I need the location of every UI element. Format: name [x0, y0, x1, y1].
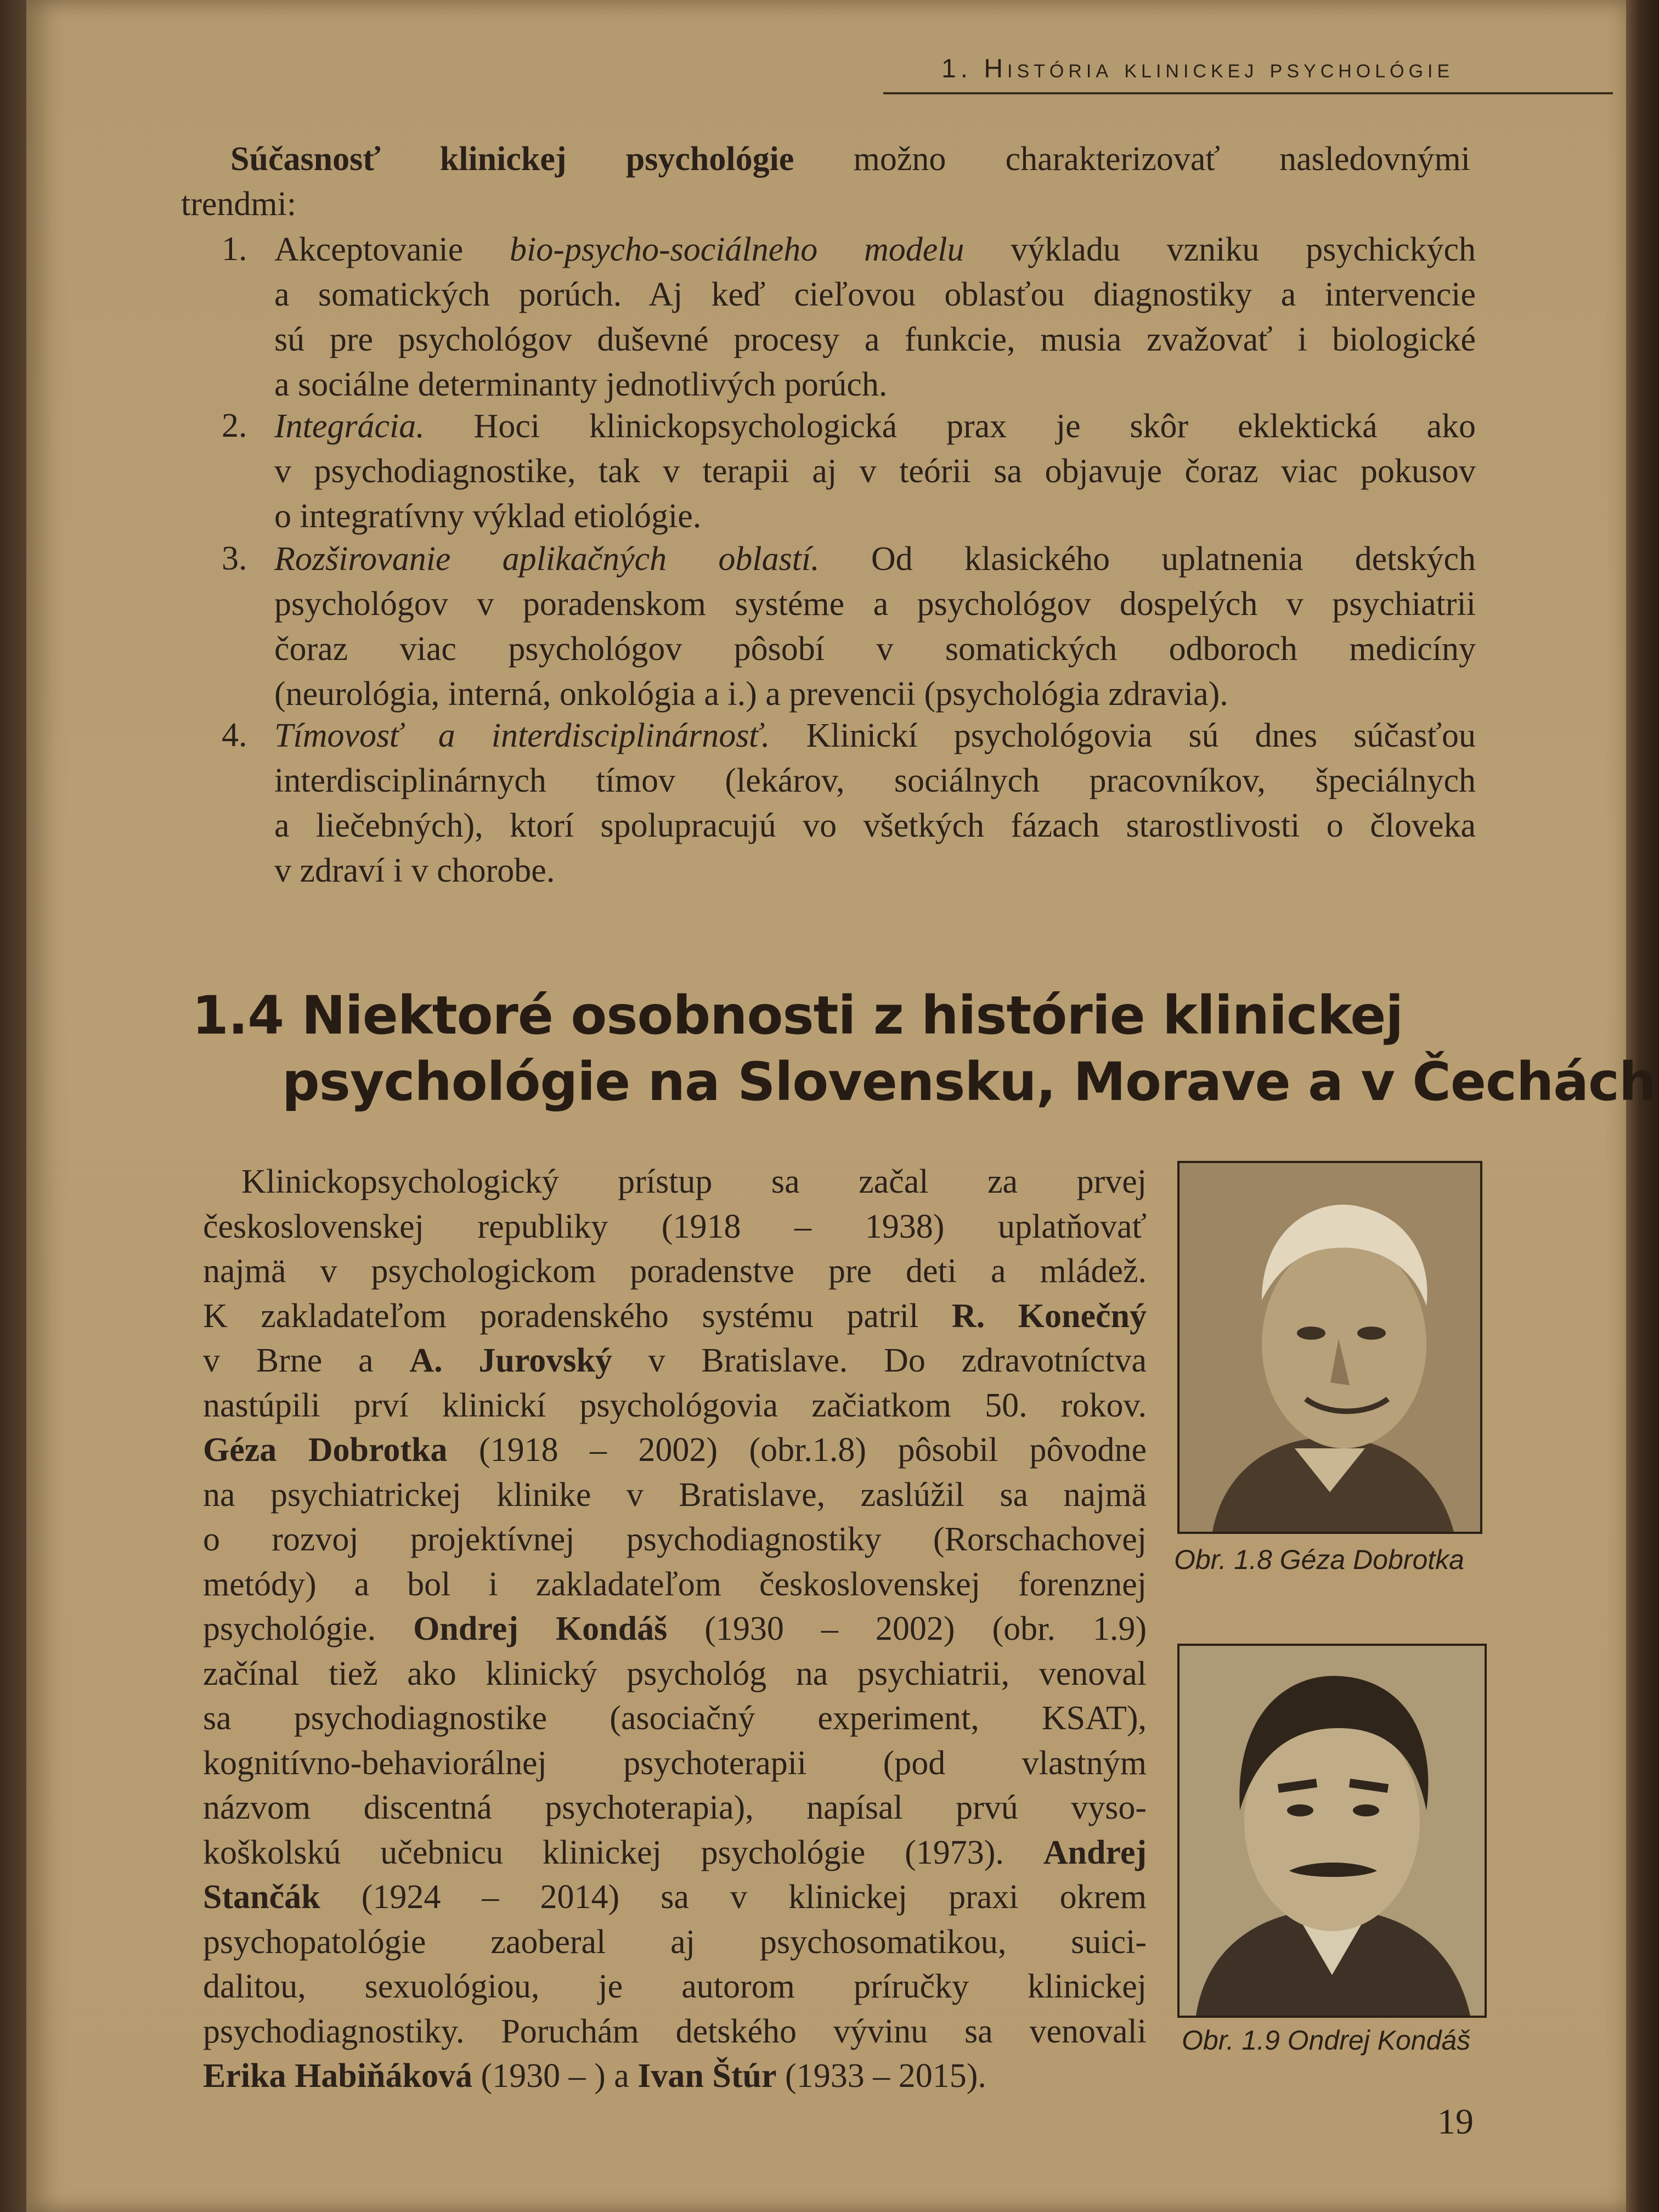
- trend-line: a sociálne determinanty jednotlivých porúch.: [274, 366, 888, 403]
- portrait-2: [1180, 1646, 1485, 2016]
- photo-ondrej-kondas: [1177, 1644, 1487, 2018]
- person-name: Erika Habiňáková: [203, 2057, 472, 2095]
- body-segment: Klinickopsychologický prístup sa začal za prvej: [241, 1163, 1147, 1200]
- body-segment: nastúpili prví klinickí psychológovia začiatkom 50. rokov.: [203, 1386, 1147, 1424]
- body-segment: v Bratislave. Do zdravotníctva: [612, 1342, 1147, 1379]
- trend-line-post: Hoci klinickopsychologická prax je skôr eklektická ako: [424, 408, 1476, 445]
- trend-line: v zdraví i v chorobe.: [274, 852, 555, 889]
- figure-caption-2: Obr. 1.9 Ondrej Kondáš: [1182, 2025, 1471, 2056]
- body-segment: psychológie.: [203, 1610, 414, 1647]
- body-segment: v Brne a: [203, 1342, 410, 1379]
- body-segment: (1933 – 2015).: [776, 2057, 986, 2095]
- body-segment: sa psychodiagnostike (asociačný experiment, KSAT),: [203, 1700, 1147, 1737]
- body-line: [203, 1786, 1147, 1831]
- person-name: Andrej: [1043, 1833, 1147, 1871]
- intro-rest: možno charakterizovať nasledovnými: [794, 140, 1470, 178]
- person-name: Ondrej Kondáš: [413, 1610, 668, 1647]
- person-name: Ivan Štúr: [637, 2057, 777, 2095]
- photo-geza-dobrotka: [1177, 1161, 1482, 1534]
- trend-keyword: Tímovosť a interdisciplinárnosť.: [274, 717, 770, 754]
- trend-line: o integratívny výklad etiológie.: [274, 498, 702, 535]
- trend-number: 3.: [222, 540, 247, 577]
- trend-line: a liečebných), ktorí spolupracujú vo všetkých fázach starostlivosti o človeka: [274, 807, 1476, 844]
- person-name: R. Konečný: [951, 1297, 1147, 1335]
- body-segment: kognitívno-behaviorálnej psychoterapii (pod vlastným: [203, 1744, 1147, 1782]
- body-line: [203, 1875, 1147, 1920]
- body-text: [203, 1160, 1147, 2099]
- body-line: [203, 1339, 1147, 1384]
- body-line: [203, 1741, 1147, 1786]
- body-segment: metódy) a bol i zakladateľom československej forenznej: [203, 1565, 1147, 1603]
- intro-line-2: trendmi:: [181, 185, 297, 223]
- trend-line: interdisciplinárnych tímov (lekárov, sociálnych pracovníkov, špeciálnych: [274, 762, 1476, 799]
- body-segment: o rozvoj projektívnej psychodiagnostiky (Rorschachovej: [203, 1521, 1147, 1558]
- trend-line: sú pre psychológov duševné procesy a funkcie, musia zvažovať i biologické: [274, 321, 1476, 358]
- running-head: 1. História klinickej psychológie: [941, 54, 1454, 83]
- trend-item: [274, 227, 1476, 407]
- body-line: [203, 2010, 1147, 2055]
- page-number: 19: [1437, 2102, 1474, 2142]
- trend-keyword: bio-psycho-sociálneho modelu: [510, 231, 964, 268]
- intro-bold: Súčasnosť klinickej psychológie: [230, 140, 794, 178]
- trend-line-post: výkladu vzniku psychických: [964, 231, 1476, 268]
- trend-number: 2.: [222, 407, 247, 444]
- body-segment: na psychiatrickej klinike v Bratislave, zaslúžil sa najmä: [203, 1476, 1147, 1514]
- trend-line: psychológov v poradenskom systéme a psychológov dospelých v psychiatrii: [274, 585, 1476, 623]
- trend-line: [274, 713, 1476, 758]
- header-rule: [883, 92, 1613, 94]
- body-line: [203, 1831, 1147, 1876]
- body-line: [203, 1965, 1147, 2010]
- portrait-1: [1180, 1163, 1480, 1532]
- body-segment: názvom discentná psychoterapia), napísal prvú vyso-: [203, 1789, 1147, 1826]
- trend-item: [274, 537, 1476, 716]
- body-segment: najmä v psychologickom poradenstve pre deti a mládež.: [203, 1252, 1147, 1290]
- body-line: [203, 1920, 1147, 1965]
- body-line: [203, 1428, 1147, 1473]
- person-name: A. Jurovský: [409, 1342, 612, 1379]
- body-segment: psychopatológie zaoberal aj psychosomatikou, suici-: [203, 1923, 1147, 1961]
- body-line: [203, 1517, 1147, 1562]
- body-segment: (1918 – 2002) (obr.1.8) pôsobil pôvodne: [447, 1431, 1147, 1469]
- body-line: [203, 1607, 1147, 1652]
- person-name: Géza Dobrotka: [203, 1431, 448, 1469]
- body-line: [203, 1652, 1147, 1697]
- trend-line: čoraz viac psychológov pôsobí v somatických odboroch medicíny: [274, 630, 1476, 668]
- body-segment: československej republiky (1918 – 1938) uplatňovať: [203, 1207, 1147, 1245]
- body-segment: začínal tiež ako klinický psychológ na psychiatrii, venoval: [203, 1655, 1147, 1692]
- trend-line: [274, 227, 1476, 272]
- trend-line: v psychodiagnostike, tak v terapii aj v teórii sa objavuje čoraz viac pokusov: [274, 453, 1476, 490]
- trend-line-post: Od klasického uplatnenia detských: [819, 540, 1476, 578]
- body-line: [203, 2054, 1147, 2099]
- trend-keyword: Rozširovanie aplikačných oblastí.: [274, 540, 820, 578]
- body-segment: psychodiagnostiky. Poruchám detského vývinu sa venovali: [203, 2012, 1147, 2050]
- trend-number: 1.: [222, 230, 247, 268]
- body-line: [203, 1294, 1147, 1339]
- trend-line: (neurológia, interná, onkológia a i.) a prevencii (psychológia zdravia).: [274, 675, 1228, 713]
- body-line: [203, 1160, 1147, 1205]
- body-line: [203, 1249, 1147, 1294]
- body-line: [203, 1696, 1147, 1741]
- trend-line: [274, 537, 1476, 582]
- body-segment: dalitou, sexuológiou, je autorom príručky klinickej: [203, 1968, 1147, 2005]
- trend-line-pre: Akceptovanie: [274, 231, 510, 268]
- body-segment: (1930 – ) a: [472, 2057, 638, 2095]
- body-line: [203, 1384, 1147, 1429]
- trend-keyword: Integrácia.: [274, 408, 425, 445]
- body-line: [203, 1473, 1147, 1518]
- body-line: [203, 1205, 1147, 1250]
- intro-line: [230, 137, 1470, 182]
- trend-item: [274, 713, 1476, 893]
- trend-line: [274, 404, 1476, 449]
- trend-item: [274, 404, 1476, 539]
- section-title-line2: psychológie na Slovensku, Morave a v Čechách: [282, 1051, 1656, 1113]
- body-segment: (1924 – 2014) sa v klinickej praxi okrem: [320, 1878, 1147, 1916]
- body-line: [203, 1562, 1147, 1607]
- figure-caption-1: Obr. 1.8 Géza Dobrotka: [1174, 1544, 1464, 1575]
- trend-number: 4.: [222, 716, 247, 754]
- trend-line: a somatických porúch. Aj keď cieľovou oblasťou diagnostiky a intervencie: [274, 276, 1476, 313]
- body-segment: (1930 – 2002) (obr. 1.9): [667, 1610, 1147, 1647]
- body-segment: K zakladateľom poradenského systému patril: [203, 1297, 952, 1335]
- trend-line-post: Klinickí psychológovia sú dnes súčasťou: [770, 717, 1476, 754]
- person-name: Stančák: [203, 1878, 320, 1916]
- section-title-line1: 1.4 Niektoré osobnosti z histórie klinickej: [192, 985, 1403, 1046]
- body-segment: koškolskú učebnicu klinickej psychológie (1973).: [203, 1833, 1043, 1871]
